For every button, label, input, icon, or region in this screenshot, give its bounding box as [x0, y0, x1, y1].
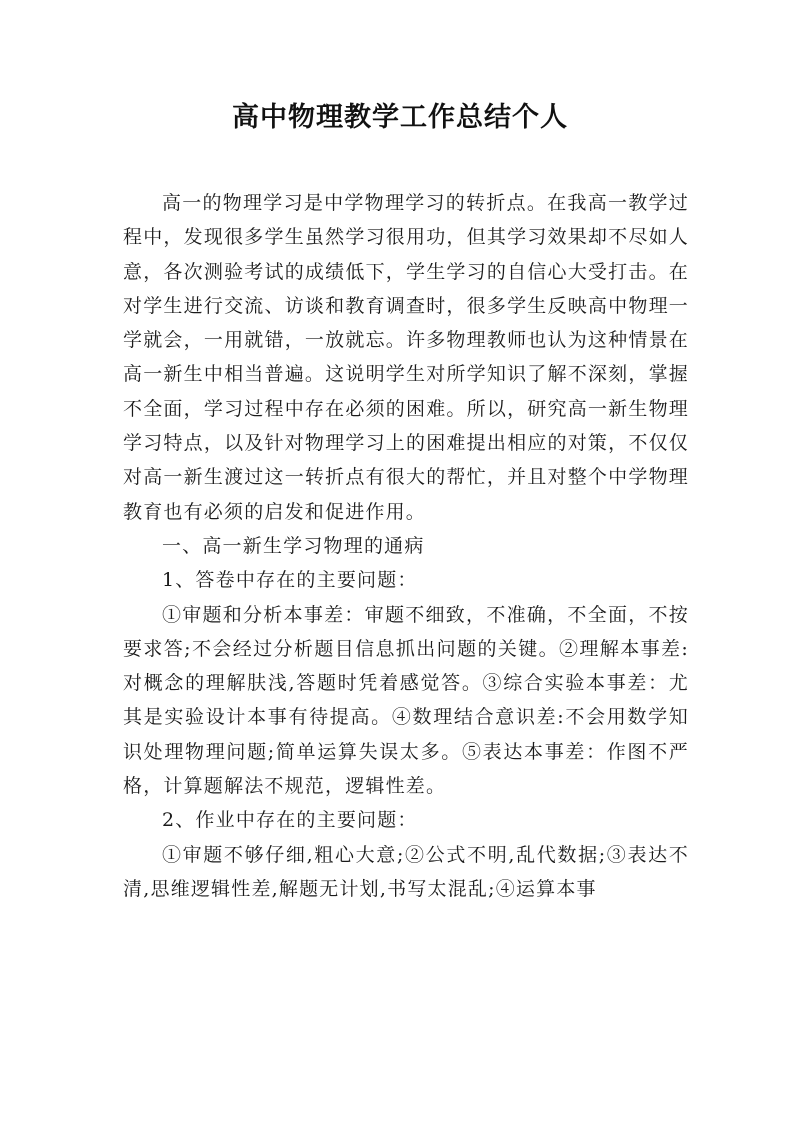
answers-problems-paragraph: ①审题和分析本事差：审题不细致，不准确，不全面，不按要求答;不会经过分析题目信息抓出问题的关键。②理解本事差:对概念的理解肤浅,答题时凭着感觉答。③综合实验本事差：尤其是实验设计本事有待提高。④数理结合意识差:不会用数学知识处理物理问题;简单运算失误太多。⑤表达本事差：作图不严格，计算题解法不规范，逻辑性差。	[123, 603, 689, 798]
section-heading-1: 一、高一新生学习物理的通病	[161, 534, 425, 557]
subsection-heading-answers: 1、答卷中存在的主要问题：	[161, 569, 418, 592]
subsection-heading-homework: 2、作业中存在的主要问题：	[161, 809, 418, 832]
homework-problems-paragraph: ①审题不够仔细,粗心大意;②公式不明,乱代数据;③表达不清,思维逻辑性差,解题无计划,书写太混乱;④运算本事	[123, 843, 689, 900]
document-body	[123, 186, 689, 906]
document-title: 高中物理教学工作总结个人	[232, 102, 568, 133]
intro-paragraph: 高一的物理学习是中学物理学习的转折点。在我高一教学过程中，发现很多学生虽然学习很用功，但其学习效果却不尽如人意，各次测验考试的成绩低下，学生学习的自信心大受打击。在对学生进行交流、访谈和教育调查时，很多学生反映高中物理一学就会，一用就错，一放就忘。许多物理教师也认为这种情景在高一新生中相当普遍。这说明学生对所学知识了解不深刻，掌握不全面，学习过程中存在必须的困难。所以，研究高一新生物理学习特点，以及针对物理学习上的困难提出相应的对策，不仅仅对高一新生渡过这一转折点有很大的帮忙，并且对整个中学物理教育也有必须的启发和促进作用。	[123, 192, 689, 523]
